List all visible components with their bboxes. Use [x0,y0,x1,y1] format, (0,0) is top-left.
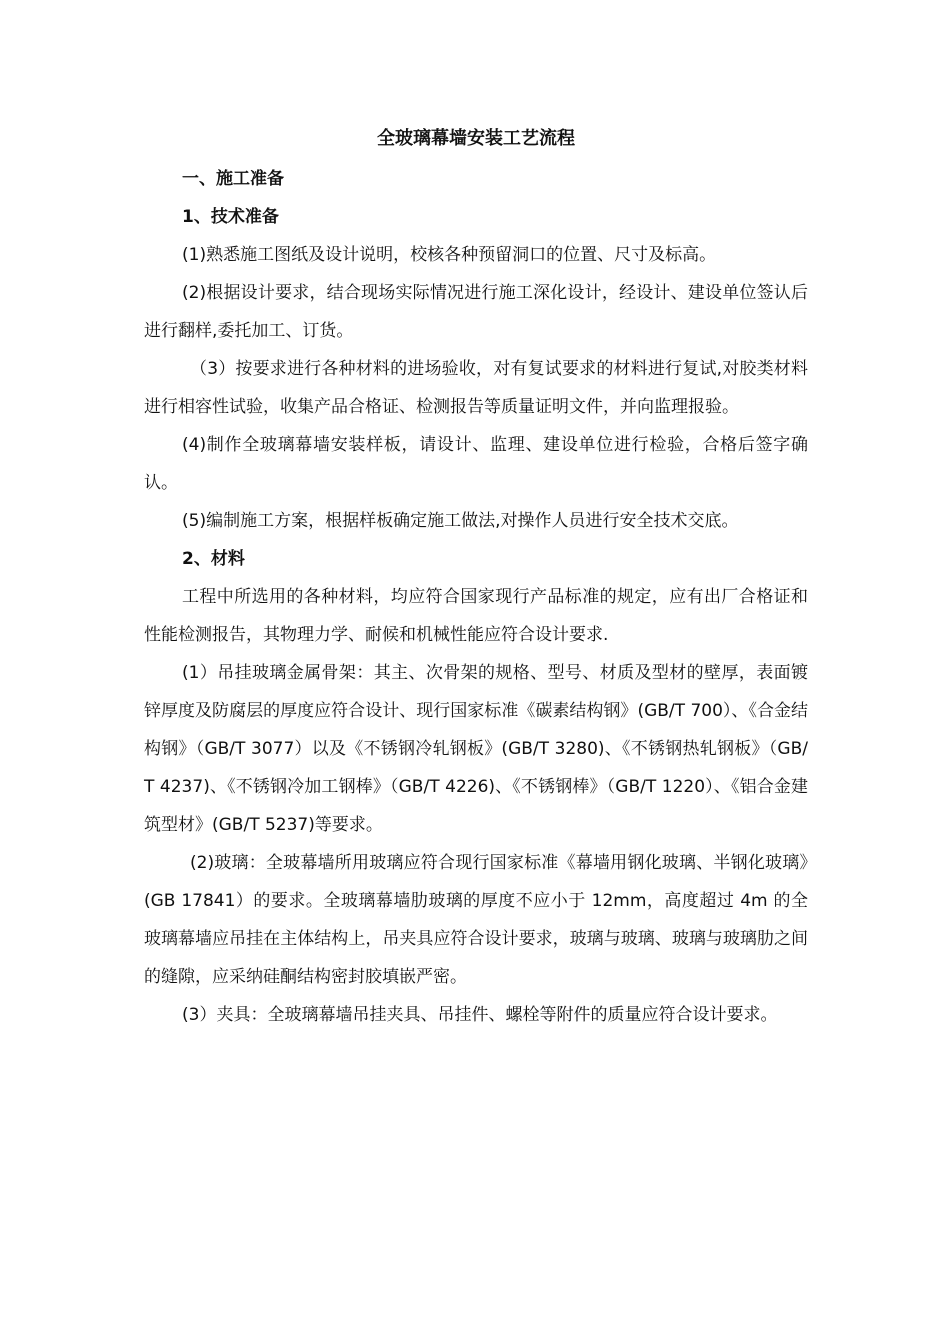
paragraph-tech-item-4: (4)制作全玻璃幕墙安装样板，请设计、监理、建设单位进行检验，合格后签字确认。 [144,435,808,493]
paragraph-tech-item-2: (2)根据设计要求，结合现场实际情况进行施工深化设计，经设计、建设单位签认后进行翻样,委托加工、订货。 [144,283,808,341]
paragraph-material-item-3: (3）夹具：全玻璃幕墙吊挂夹具、吊挂件、螺栓等附件的质量应符合设计要求。 [182,1005,778,1025]
paragraph-materials-intro: 工程中所选用的各种材料，均应符合国家现行产品标准的规定，应有出厂合格证和性能检测报告，其物理力学、耐候和机械性能应符合设计要求. [144,587,808,645]
paragraph-material-item-1: (1）吊挂玻璃金属骨架：其主、次骨架的规格、型号、材质及型材的壁厚，表面镀锌厚度及防腐层的厚度应符合设计、现行国家标准《碳素结构钢》(GB/T 700）、《合金结构钢》（GB/T 3077）以及《不锈钢冷轧钢板》(GB/T 3280)、《不锈钢热轧钢板》（GB/T 4237)、《不锈钢冷加工钢棒》（GB/T 4226)、《不锈钢棒》（GB/T 1220）、《铝合金建筑型材》(GB/T 5237)等要求。 [144,663,808,835]
paragraph-tech-item-3: （3）按要求进行各种材料的进场验收，对有复试要求的材料进行复试,对胶类材料进行相容性试验，收集产品合格证、检测报告等质量证明文件，并向监理报验。 [144,359,808,417]
paragraph-material-item-2: (2)玻璃：全玻幕墙所用玻璃应符合现行国家标准《幕墙用钢化玻璃、半钢化玻璃》(GB 17841）的要求。全玻璃幕墙肋玻璃的厚度不应小于 12mm，高度超过 4m 的全玻璃幕墙应吊挂在主体结构上，吊夹具应符合设计要求，玻璃与玻璃、玻璃与玻璃肋之间的缝隙，应采纳硅酮结构密封胶填嵌严密。 [144,853,808,987]
section-heading-construction-preparation: 一、施工准备 [182,169,284,189]
document-body [144,122,808,1034]
subsection-heading-materials: 2、材料 [182,549,245,569]
paragraph-tech-item-1: (1)熟悉施工图纸及设计说明，校核各种预留洞口的位置、尺寸及标高。 [182,245,717,265]
subsection-heading-technical-preparation: 1、技术准备 [182,207,279,227]
document-title: 全玻璃幕墙安装工艺流程 [377,128,575,149]
paragraph-tech-item-5: (5)编制施工方案，根据样板确定施工做法,对操作人员进行安全技术交底。 [182,511,739,531]
